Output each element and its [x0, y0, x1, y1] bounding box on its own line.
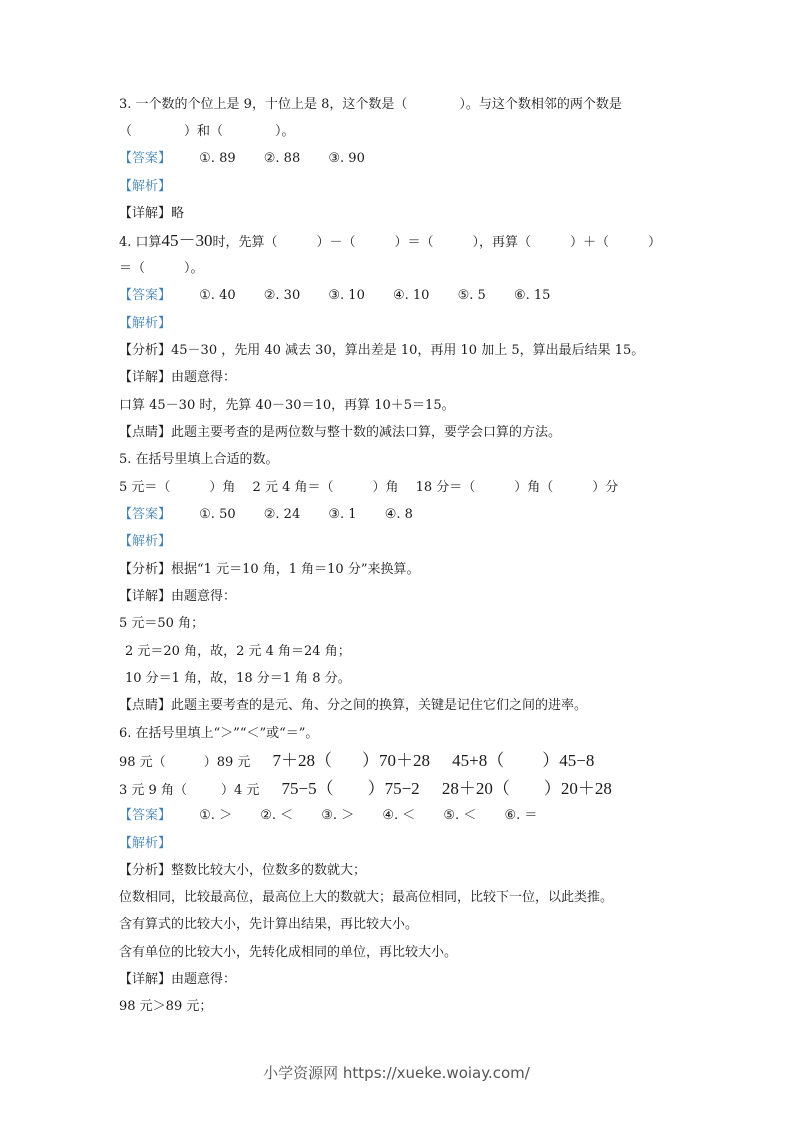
- compare-right: ）75−2: [367, 779, 420, 798]
- q5-dianjing-text: 此题主要考查的是元、角、分之间的换算，关键是记住它们之间的进率。: [171, 698, 588, 713]
- fenxi-label: 【分析】: [119, 863, 172, 878]
- answer-item: ②. 88: [263, 151, 301, 166]
- answer-label: 【答案】: [119, 507, 172, 522]
- q5-question-line2: 5 元＝（ ）角 2 元 4 角＝（ ）角 18 分＝（ ）角（ ）分: [119, 480, 619, 495]
- dianjing-label: 【点睛】: [119, 425, 172, 440]
- answer-item: ⑤. 5: [457, 288, 486, 303]
- q3-question-line2: （ ）和（ ）。: [119, 124, 295, 139]
- compare-right: ）89 元: [203, 755, 251, 770]
- compare-left: 3 元 9 角（: [119, 783, 187, 798]
- q4-xiangjie-text: 由题意得：: [171, 370, 237, 385]
- answer-item: ①. 40: [199, 288, 236, 303]
- q6-answer-row: [119, 806, 537, 826]
- answer-item: ②. ＜: [260, 808, 294, 823]
- q4-dianjing-text: 此题主要考查的是两位数与整十数的减法口算，要学会口算的方法。: [171, 425, 562, 440]
- q6-fenxi: [119, 861, 366, 881]
- jiexi-label: 【解析】: [119, 316, 172, 331]
- q5-detail-2: 2 元＝20 角，故，2 元 4 角＝24 角；: [125, 644, 351, 659]
- compare-right: ）70＋28: [362, 751, 431, 770]
- answer-item: ⑥. ＝: [504, 808, 538, 823]
- q4-question-line2: ＝（ ）。: [119, 261, 204, 276]
- q4-expression: 45－30: [161, 231, 213, 250]
- q6-row-1: [119, 751, 594, 773]
- xiangjie-label: 【详解】: [119, 972, 172, 987]
- answer-item: ③. 1: [328, 507, 357, 522]
- q5-answer-row: [119, 505, 413, 525]
- answer-item: ⑤. ＜: [443, 808, 477, 823]
- q4-fenxi-text: 45－30 ，先用 40 减去 30，算出差是 10，再用 10 加上 5，算出最后结果 15。: [171, 343, 645, 358]
- q6-xiangjie: [119, 970, 236, 990]
- q6-question-line1: 6. 在括号里填上“＞”“＜”或“＝”。: [119, 726, 319, 741]
- answer-label: 【答案】: [119, 151, 172, 166]
- q3-question-line1: 3. 一个数的个位上是 9，十位上是 8，这个数是（ ）。与这个数相邻的两个数是: [119, 97, 622, 112]
- jiexi-label: 【解析】: [119, 179, 172, 194]
- q5-xiangjie-text: 由题意得：: [171, 589, 237, 604]
- q6-analysis-3: 含有算式的比较大小，先计算出结果，再比较大小。: [119, 917, 419, 932]
- dianjing-label: 【点睛】: [119, 698, 172, 713]
- q4-detail-1: 口算 45－30 时，先算 40－30＝10，再算 10＋5＝15。: [119, 398, 455, 413]
- answer-label: 【答案】: [119, 288, 172, 303]
- answer-item: ③. 90: [328, 151, 365, 166]
- jiexi-label: 【解析】: [119, 836, 172, 851]
- q5-detail-1: 5 元＝50 角；: [119, 616, 205, 631]
- q4-suffix: 时，先算（ ）－（ ）＝（ ），再算（ ）＋（ ）: [212, 235, 662, 250]
- compare-right: ）20＋28: [543, 779, 612, 798]
- answer-item: ④. 10: [392, 288, 430, 303]
- q4-question-line1: [119, 231, 661, 253]
- xiangjie-label: 【详解】: [119, 370, 172, 385]
- q5-fenxi: [119, 560, 419, 580]
- footer-watermark: 小学资源网 https://xueke.woiay.com/: [263, 1064, 530, 1082]
- q4-answer-row: [119, 286, 550, 306]
- answer-item: ①. 50: [199, 507, 236, 522]
- q6-fenxi-text: 整数比较大小，位数多的数就大；: [171, 863, 367, 878]
- answer-item: ②. 30: [263, 288, 301, 303]
- q5-fenxi-text: 根据“1 元＝10 角，1 角＝10 分”来换算。: [171, 562, 420, 577]
- q6-analysis-4: 含有单位的比较大小，先转化成相同的单位，再比较大小。: [119, 945, 458, 960]
- answer-item: ①. ＞: [199, 808, 233, 823]
- compare-left: 28＋20（: [441, 779, 510, 798]
- answer-item: ⑥. 15: [513, 288, 551, 303]
- compare-right: ）4 元: [220, 783, 260, 798]
- q5-xiangjie: [119, 587, 236, 607]
- q6-xiangjie-text: 由题意得：: [171, 972, 237, 987]
- q5-detail-3: 10 分＝1 角，故，18 分＝1 角 8 分。: [125, 671, 351, 686]
- q4-xiangjie: [119, 368, 236, 388]
- answer-item: ④. 8: [384, 507, 413, 522]
- fenxi-label: 【分析】: [119, 343, 172, 358]
- jiexi-label: 【解析】: [119, 534, 172, 549]
- answer-item: ②. 24: [263, 507, 301, 522]
- q5-question-line1: 5. 在括号里填上合适的数。: [119, 452, 279, 467]
- compare-left: 75−5（: [281, 779, 334, 798]
- answer-item: ①. 89: [199, 151, 236, 166]
- answer-label: 【答案】: [119, 808, 172, 823]
- compare-left: 7＋28（: [272, 751, 333, 770]
- fenxi-label: 【分析】: [119, 562, 172, 577]
- answer-item: ④. ＜: [382, 808, 416, 823]
- q3-xiangjie-text: 略: [171, 206, 185, 221]
- compare-left: 45+8（: [452, 751, 505, 770]
- answer-item: ③. ＞: [321, 808, 355, 823]
- q3-xiangjie: [119, 204, 184, 224]
- q4-fenxi: [119, 341, 644, 361]
- q4-dianjing: [119, 423, 561, 443]
- compare-left: 98 元（: [119, 755, 166, 770]
- q6-row-2: [119, 779, 612, 801]
- q3-answer-row: [119, 149, 365, 169]
- answer-item: ③. 10: [328, 288, 365, 303]
- xiangjie-label: 【详解】: [119, 206, 172, 221]
- q6-detail-1: 98 元＞89 元；: [119, 999, 213, 1014]
- xiangjie-label: 【详解】: [119, 589, 172, 604]
- q6-analysis-2: 位数相同，比较最高位，最高位上大的数就大；最高位相同，比较下一位，以此类推。: [119, 890, 614, 905]
- q4-prefix: 4. 口算: [119, 235, 162, 250]
- q5-dianjing: [119, 696, 587, 716]
- compare-right: ）45−8: [542, 751, 595, 770]
